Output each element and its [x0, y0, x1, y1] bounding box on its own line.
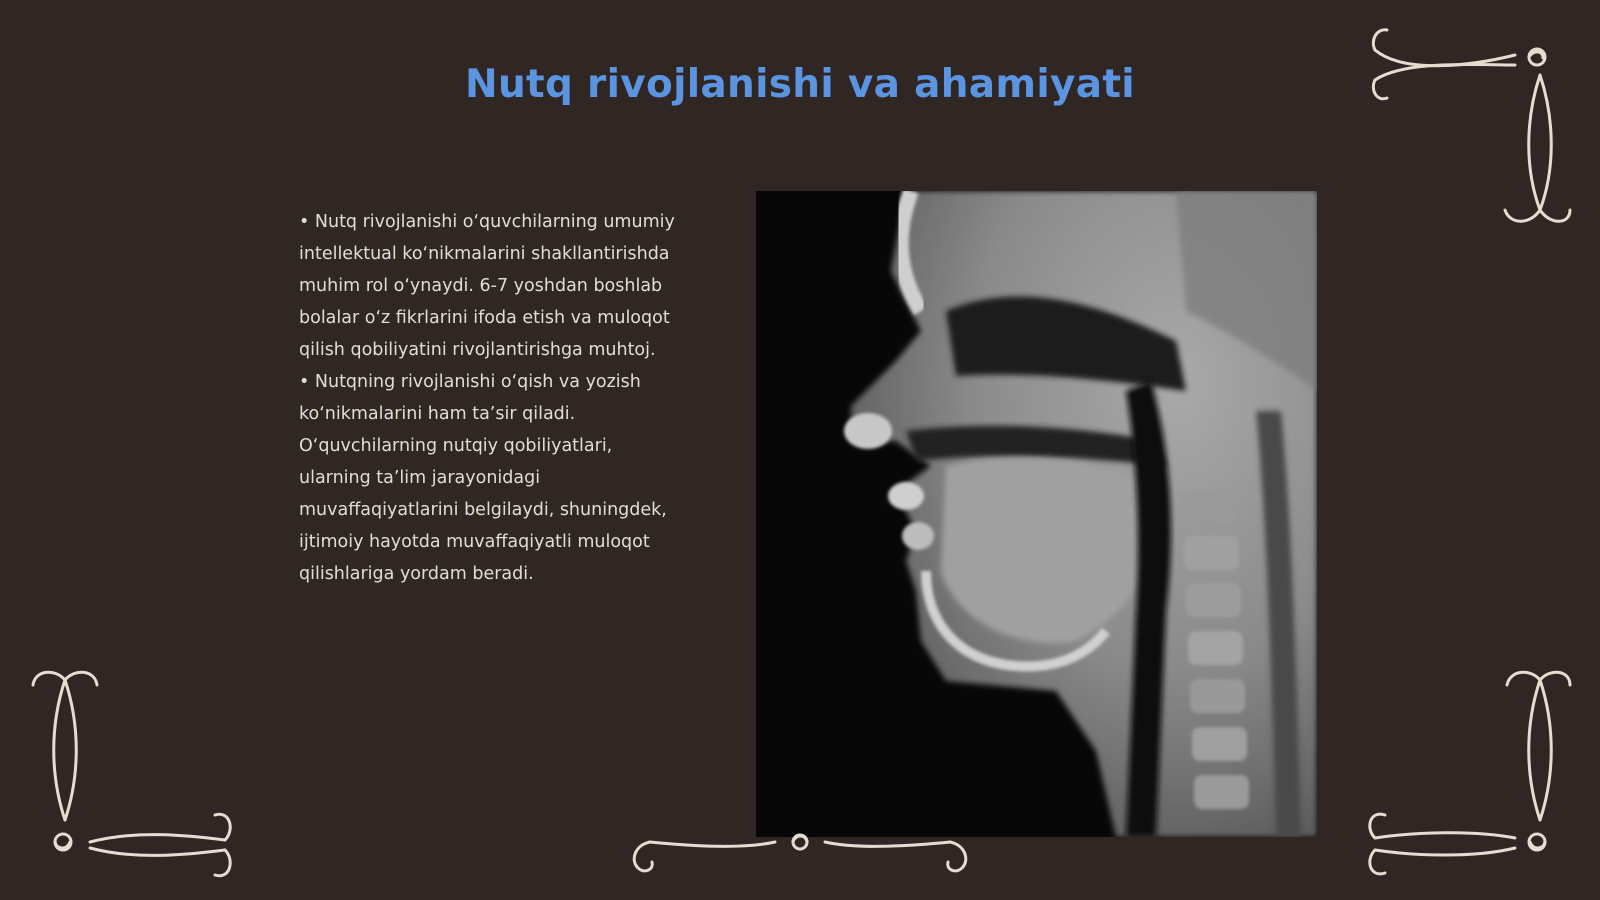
paragraph-1: • Nutq rivojlanishi o‘quvchilarning umumiy intellektual ko‘nikmalarini shakllantirishda muhim rol o‘ynaydi. 6-7 yoshdan boshlab bolalar o‘z fikrlarini ifoda etish va muloqot qilish qobiliyatini rivojlantirishga muhtoj.	[299, 212, 675, 360]
mri-image	[756, 191, 1317, 837]
paragraph-2: • Nutqning rivojlanishi o‘qish va yozish ko‘nikmalarini ham ta’sir qiladi. O‘quvchilarning nutqiy qobiliyatlari, ularning ta’lim jarayonidagi muvaffaqiyatlarini belgilaydi, shuningdek, ijtimoiy hayotda muvaffaqiyatli muloqot qilishlariga yordam beradi.	[299, 372, 667, 584]
ornament-bottom-center	[630, 830, 970, 890]
ornament-bottom-right	[1365, 670, 1575, 880]
body-text	[299, 206, 684, 590]
ornament-top-right	[1365, 20, 1575, 230]
ornament-bottom-left	[25, 670, 240, 880]
slide-title: Nutq rivojlanishi va ahamiyati	[465, 62, 1135, 107]
